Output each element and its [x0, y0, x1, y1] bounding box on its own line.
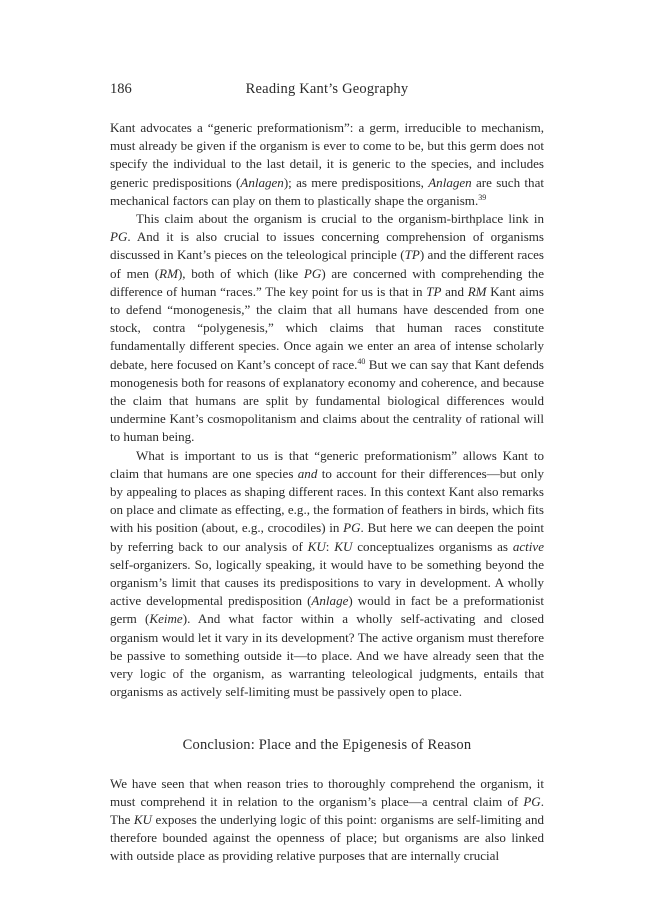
italic-term: Keime: [149, 611, 183, 627]
text-run: ) would in fact be a preformationist germ (: [110, 593, 544, 627]
text-run: to account for their differences—but only by appealing to places as shaping different races. In this context Kant also remarks on place and climate as effecting, e.g., the formation of feathers in birds, which fits with his position (about, e.g., crocodiles) in: [110, 465, 544, 536]
running-header: [110, 79, 544, 99]
text-run: exposes the underlying logic of this point: organisms are self-limiting and therefore bounded against the openness of place; but organisms are also linked with outside place as providing relative purposes that are internally crucial: [110, 811, 544, 864]
footnote-marker: 40: [357, 356, 366, 366]
text-run: and: [441, 283, 468, 299]
italic-term: Anlage: [311, 593, 349, 609]
paragraph-3: [110, 447, 544, 702]
text-run: . The: [110, 793, 544, 827]
text-run: conceptualizes organisms as: [352, 538, 513, 554]
italic-term: PG: [523, 793, 541, 809]
italic-term: Anlagen: [240, 174, 284, 190]
italic-term: TP: [404, 247, 420, 263]
text-run: :: [325, 538, 335, 554]
paragraph-1: [110, 119, 544, 210]
text-run: . And it is also crucial to issues concerning comprehension of organisms discussed in Kant’s pieces on the teleological principle (: [110, 229, 544, 263]
text-run: ), both of which (like: [177, 265, 304, 281]
italic-term: KU: [133, 811, 152, 827]
text-run: This claim about the organism is crucial to the organism-birthplace link in: [136, 211, 544, 227]
text-run: . But here we can deepen the point by referring back to our analysis of: [110, 520, 544, 554]
italic-term: PG: [343, 520, 361, 536]
text-run: But we can say that Kant defends monogenesis both for reasons of explanatory economy and coherence, and because the claim that humans are split by fundamental biological differences would undermine Kant’s cosmopolitanism and claims about the centrality of rational will to human being.: [110, 356, 544, 445]
text-run: Kant advocates a “generic preformationism”: a germ, irreducible to mechanism, must already be given if the organism is ever to come to be, but this germ does not specify the individual to the last detail, it is generic to the species, and includes generic predispositions (: [110, 120, 544, 190]
text-run: ) and the different races of men (: [110, 247, 544, 281]
page-number: 186: [110, 81, 132, 97]
italic-term: RM: [159, 265, 178, 281]
text-run: ). And what factor within a wholly self-activating and closed organism would let it vary in its development? The active organism must therefore be passive to something outside it—to place. And we have already seen that the very logic of the organism, as warranting teleological judgments, entails that organisms as actively self-limiting must be passively open to place.: [110, 611, 544, 700]
text-run: ) are concerned with comprehending the difference of human “races.” The key point for us is that in: [110, 265, 544, 299]
text-run: Kant aims to defend “monogenesis,” the claim that all humans have descended from one stock, contra “polygenesis,” which claims that human races constitute fundamentally different species. Once again we enter an area of intense scholarly debate, here focused on Kant’s concept of race.: [110, 283, 544, 372]
italic-term: and: [297, 465, 318, 481]
footnote-marker: 39: [478, 192, 487, 202]
running-title: Reading Kant’s Geography: [245, 81, 409, 97]
italic-term: KU: [307, 538, 326, 554]
text-run: are such that mechanical factors can play on them to plastically shape the organism.: [110, 174, 544, 208]
italic-term: active: [512, 538, 544, 554]
section-heading: Conclusion: Place and the Epigenesis of Reason: [182, 736, 472, 753]
text-run: self-organizers. So, logically speaking, it would have to be something beyond the organism’s limit that causes its predispositions to vary in development. A wholly active developmental predisposition (: [110, 556, 544, 609]
text-run: We have seen that when reason tries to thoroughly comprehend the organism, it must comprehend it in relation to the organism’s place—a central claim of: [110, 775, 544, 809]
text-run: ); as mere predispositions,: [283, 174, 429, 190]
text-run: What is important to us is that “generic preformationism” allows Kant to claim that humans are one species: [110, 447, 544, 481]
body-text: [110, 119, 544, 866]
italic-term: KU: [334, 538, 353, 554]
italic-term: TP: [426, 283, 442, 299]
italic-term: PG: [303, 265, 322, 281]
italic-term: RM: [467, 283, 487, 299]
paragraph-2: [110, 210, 544, 447]
italic-term: PG: [110, 229, 128, 245]
paragraph-4: [110, 775, 544, 866]
italic-term: Anlagen: [428, 174, 472, 190]
